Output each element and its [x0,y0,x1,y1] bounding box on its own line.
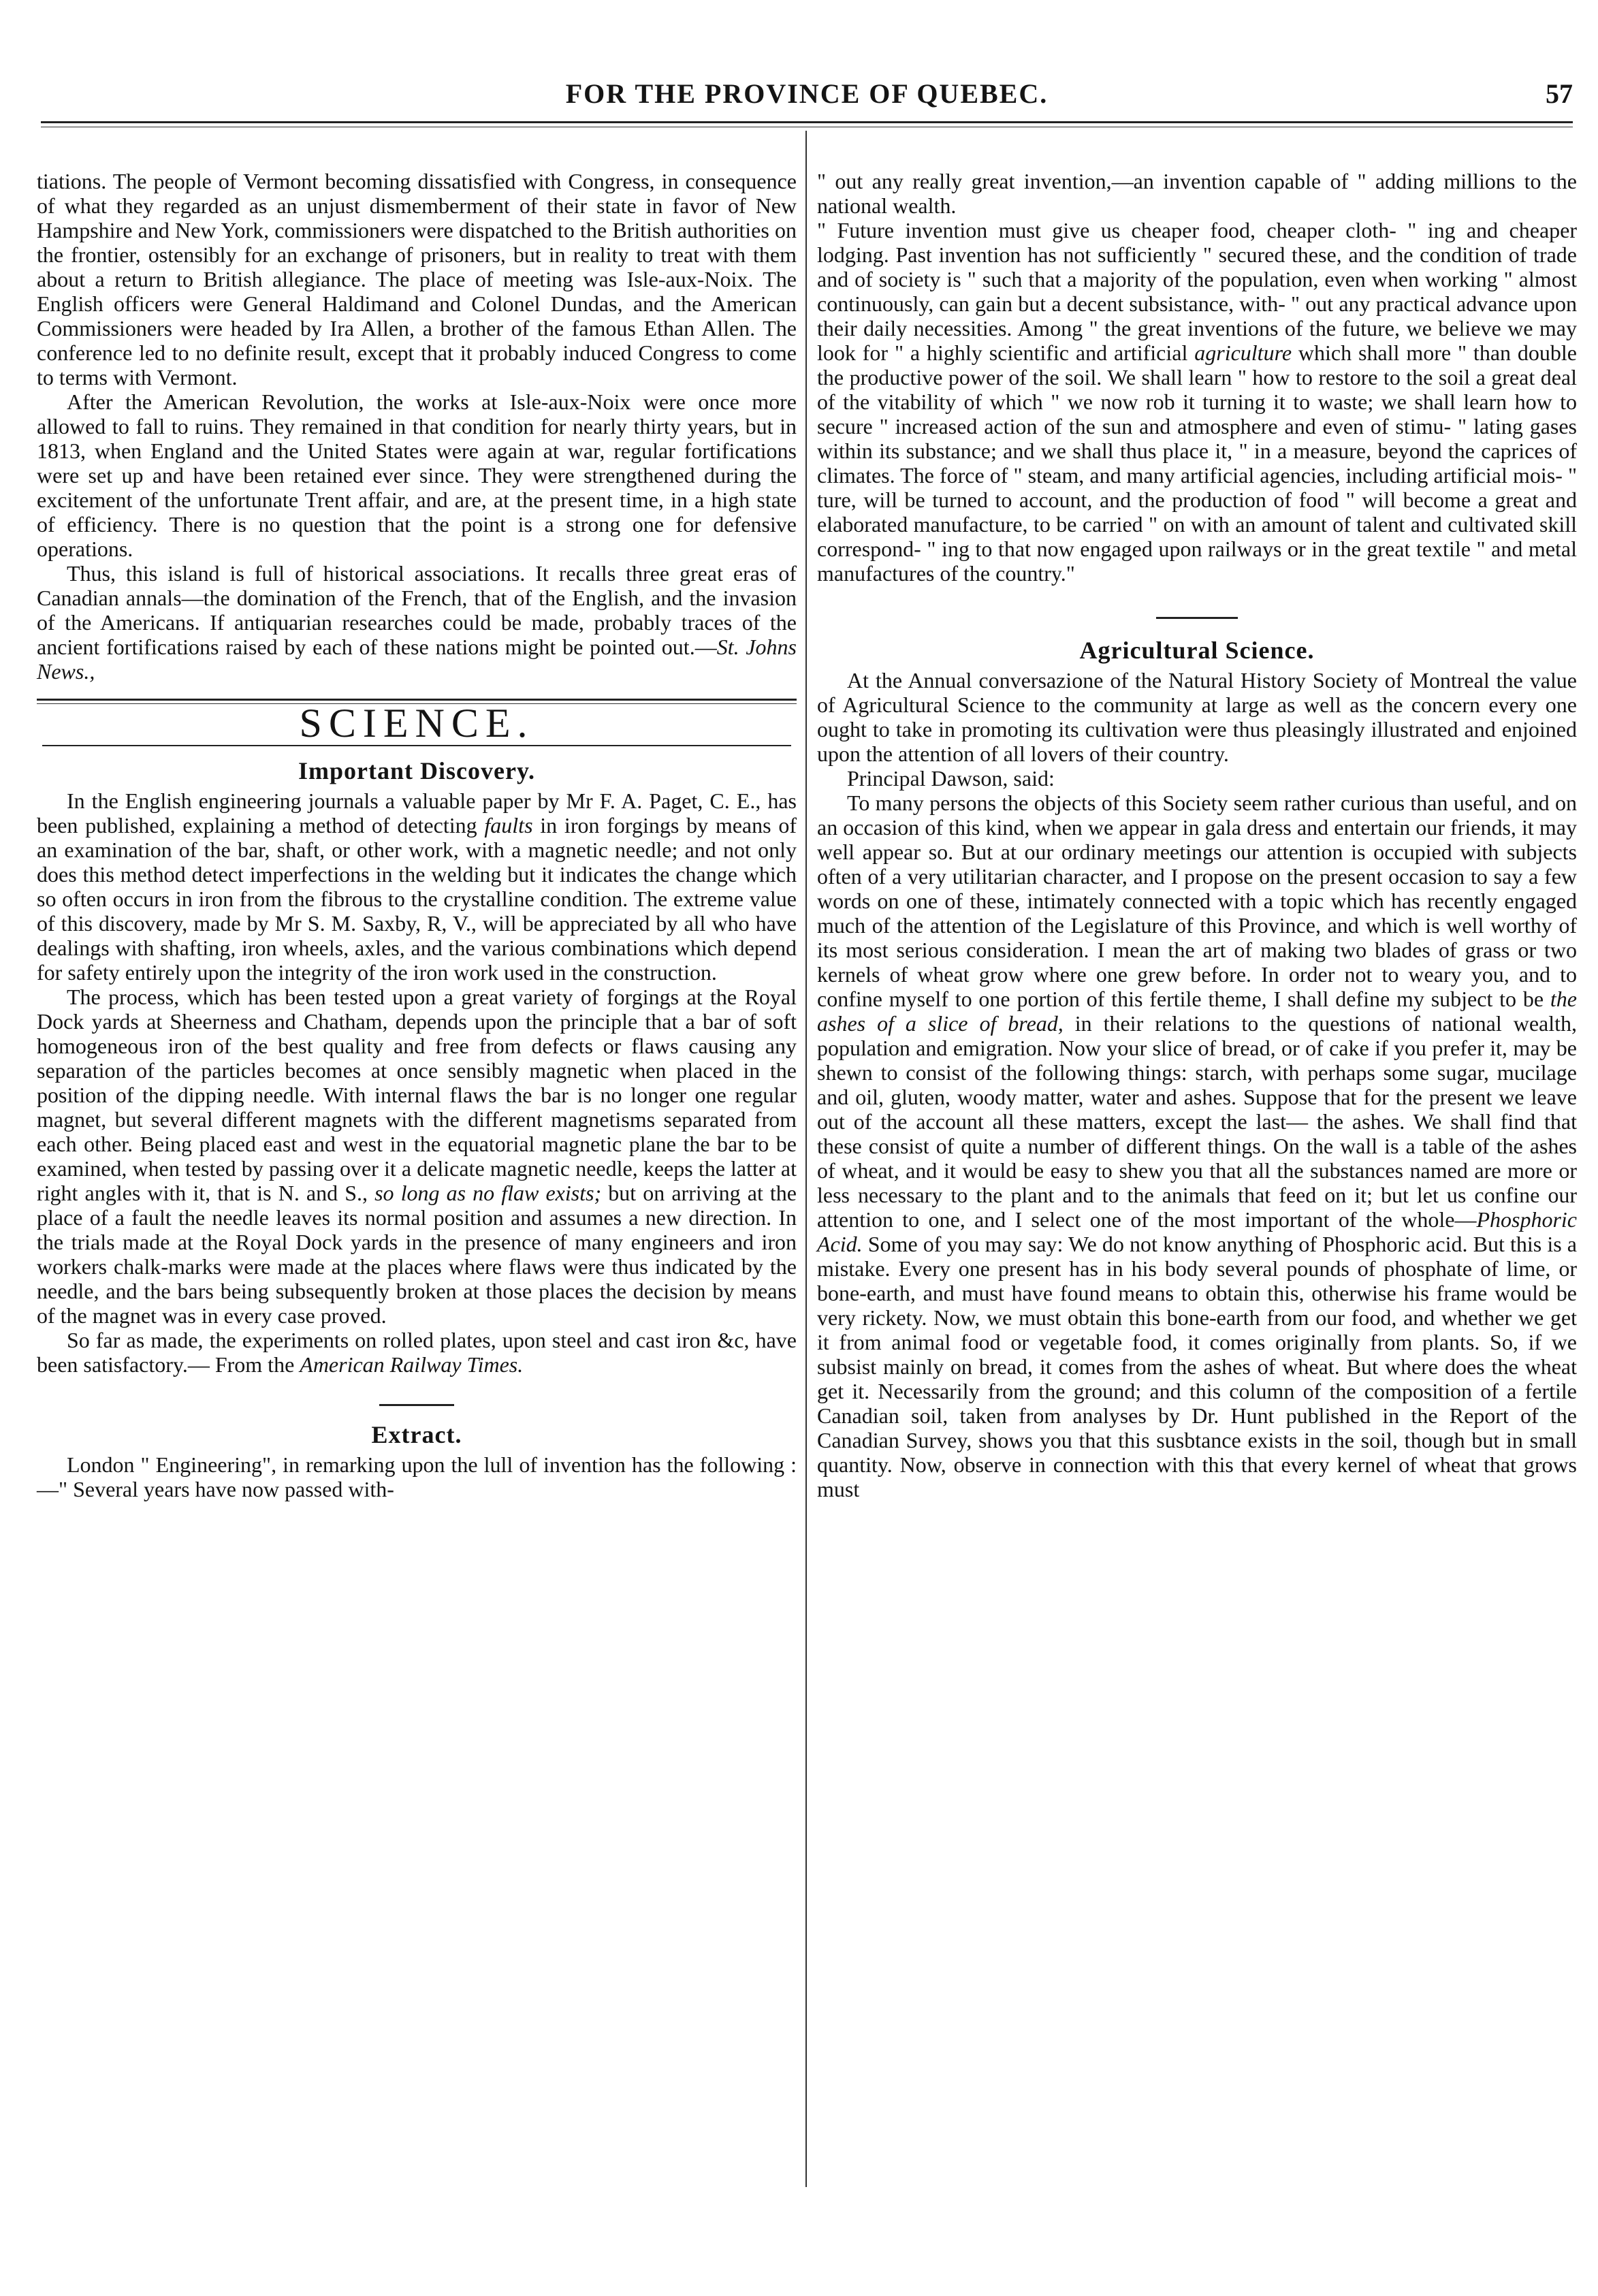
page-number: 57 [1546,78,1573,109]
page-header [41,74,1573,114]
revolution-paragraph: After the American Revolution, the works at Isle-aux-Noix were once more allowed to fall to ruins. They remained in that condition for nearly thirty years, but in 1813, when England and the United States were again at war, regular fortifications were set up and have been retained ever since. They were strengthened during the excitement of the unfortunate Trent affair, and are, at the present time, in a high state of efficiency. There is no question that the point is a strong one for defensive operations. [37,389,797,561]
section-title-science: SCIENCE. [299,701,534,746]
agri-p3-text-a: To many persons the objects of this Society seem rather curious than useful, and on an occasion of this kind, when we appear in gala dress and entertain our friends, it may well appear so. But at our ordinary meetings our attention is occupied with subjects often of a very utilitarian character, and I propose on the present occasion to say a few words on one of these, intimately connected with a topic which has recently engaged much of the attention of the Legislature of this Province, and which is well worthy of its most serious consideration. I mean the art of making two blades of grass or two kernels of wheat grow where one grew before. In order not to weary you, and to confine myself to one portion of this fertile theme, I shall define my subject to be [817,791,1577,1011]
header-rule-thick [41,121,1573,123]
extract-paragraph: London " Engineering", in remarking upon the lull of invention has the following :—" Several years have now passed with- [37,1452,797,1501]
agri-p3-text-b: in their relations to the questions of national wealth, population and emigration. Now your slice of bread, or of cake if you prefer it, may be shewn to consist of the following things: starch, with perhaps some sugar, mucilage and oil, gluten, woody matter, water and ashes. Suppose that for the present we leave out of the account all these matters, except the last— the ashes. We shall find that these consist of quite a number of different things. On the wall is a table of the ashes of wheat, and it would be easy to shew you that all the substances named are more or less necessary to the plant and to the animals that feed on it; but let us confine our attention to one, and I select one of the most important of the whole— [817,1011,1578,1232]
agri-paragraph-1: At the Annual conversazione of the Natural History Society of Montreal the value of Agricultural Science to the community at large as well as the concern every one ought to take in promoting its cultivation were thus pleasingly illustrated and enjoined upon the attention of all lovers of their country. [817,668,1577,766]
source-american-railway-times: American Railway Times. [300,1352,524,1377]
discovery-p1-text-a: In the English engineering journals a valuable paper by Mr F. A. Paget, C. E., has been published, explaining a method of detecting [37,788,797,838]
headline-extract: Extract. [371,1421,462,1448]
discovery-p2-text-b: but on arriving at the place of a fault the needle leaves its normal position and assumes a new direction. In the trials made at the Royal Dock yards in the presence of many engineers and iron workers chalk-marks were made at the places where flaws were thus indicated by the needle, and the bars being subsequently broken at those places the decision by means of the magnet was in every case proved. [37,1181,797,1328]
left-column [37,169,797,2246]
associations-paragraph [37,561,797,684]
associations-text: Thus, this island is full of historical associations. It recalls three great eras of Canadian annals—the domination of the French, that of the English, and the invasion of the Americans. If antiquarian researches could be made, probably traces of the ancient fortifications raised by each of these nations might be pointed out.— [37,561,797,659]
article-separator [379,1404,454,1406]
discovery-p2-text-a: The process, which has been tested upon a great variety of forgings at the Royal Dock yards at Sheerness and Chatham, depends upon the principle that a bar of soft homogeneous iron of the best quality and free from defects or flaws causing any separation of the particles becomes at once sensibly magnetic when placed in the position of the dipping needle. With internal flaws the bar is no longer one regular magnet, but several different magnets with the different magnetisms separated from each other. Being placed east and west in the equatorial magnetic plane the bar to be examined, when tested by passing over it a delicate magnetic needle, keeps the latter at right angles with it, that is N. and S., [37,985,797,1205]
column-divider [805,131,807,2187]
agri-paragraph-2: Principal Dawson, said: [847,766,1055,791]
agri-p3-text-c: Some of you may say: We do not know anything of Phosphoric acid. But this is a mistake. Every one present has in his body several pounds of phosphate of lime, or bone-earth, and must have found means to obtain this, otherwise his frame would be very rickety. Now, we must obtain this bone-earth from our food, and whether we get it from animal food or vegetable food, it comes originally from plants. So, if we subsist mainly on bread, it comes from the ashes of wheat. But where does the wheat get it. Necessarily from the ground; and this column of the composition of a fertile Canadian soil, taken from analyses by Dr. Hunt published in the Report of the Canadian Survey, shows you that this susbtance exists in the soil, though but in small quantity. Now, observe in connection with this that every kernel of wheat that grows must [817,1232,1577,1501]
agri-p3-emphasis-1: the ashes of a slice of bread, [817,987,1577,1036]
quote-paragraph-2 [817,218,1577,586]
discovery-paragraph-2 [37,985,797,1328]
discovery-paragraph-1 [37,788,797,985]
right-column [817,169,1577,2246]
headline-important-discovery: Important Discovery. [298,757,535,784]
headline-agricultural-science: Agricultural Science. [1079,637,1315,664]
quote-p2-emphasis: agriculture [1194,340,1292,365]
running-head: FOR THE PROVINCE OF QUEBEC. [565,78,1049,109]
discovery-paragraph-3 [37,1328,797,1377]
discovery-p3-text: So far as made, the experiments on rolled plates, upon steel and cast iron &c, have been satisfactory.— From the [37,1328,797,1377]
quote-p2-text-a: " Future invention must give us cheaper food, cheaper cloth- " ing and cheaper lodging. Past invention has not sufficiently " secured these, and the condition of trade and of society is " such that a majority of the population, even when working " almost continuously, can gain but a decent subsistance, with- " out any practical advance upon their daily necessities. Among " the great inventions of the future, we believe we may look for " a highly scientific and artificial [817,218,1577,365]
agri-paragraph-3 [817,791,1577,1501]
vermont-paragraph: tiations. The people of Vermont becoming dissatisfied with Congress, in consequence of what they regarded as an unjust dismemberment of their state in favor of New Hampshire and New York, commissioners were dispatched to the British authorities on the frontier, ostensibly for an exchange of prisoners, but in reality to treat with them about a return to British allegiance. The place of meeting was Isle-aux-Noix. The English officers were General Haldimand and Colonel Dundas, and the American Commissioners were headed by Ira Allen, a brother of the famous Ethan Allen. The conference led to no definite result, except that it probably induced Congress to come to terms with Vermont. [37,169,797,389]
discovery-p1-emphasis: faults [484,813,533,838]
discovery-p1-text-b: in iron forgings by means of an examination of the bar, shaft, or other work, with a magnetic needle; and not only does this method detect imperfections in the welding but it indicates the change which so often occurs in iron from the fibrous to the crystalline condition. The extreme value of this discovery, made by Mr S. M. Saxby, R, V., will be appreciated by all who have dealings with shafting, iron wheels, axles, and the various combinations which depend for safety entirely upon the integrity of the iron work used in the construction. [37,813,797,985]
quote-paragraph-1: " out any really great invention,—an invention capable of " adding millions to the national wealth. [817,169,1577,218]
source-st-johns-news: St. Johns News., [37,635,797,684]
quote-p2-text-b: which shall more " than double the productive power of the soil. We shall learn " how to restore to the soil a great deal of the vitability of which " we now rob it turning it to waste; we shall learn how to secure " increased action of the sun and atmosphere and even of stimu- " lating gases within its substance; and we shall thus place it, " in a measure, beyond the caprices of climates. The force of " steam, and many artificial agencies, including artificial mois- " ture, will be turned to account, and the production of food " will become a great and elaborated manufacture, to be carried " on with an amount of talent and cultivated skill correspond- " ing to that now engaged upon railways or in the great textile " and metal manufactures of the country." [817,340,1578,586]
article-separator [1156,617,1238,619]
discovery-p2-emphasis: so long as no flaw exists; [374,1181,602,1205]
agri-p3-emphasis-2: Phosphoric Acid. [817,1207,1577,1256]
